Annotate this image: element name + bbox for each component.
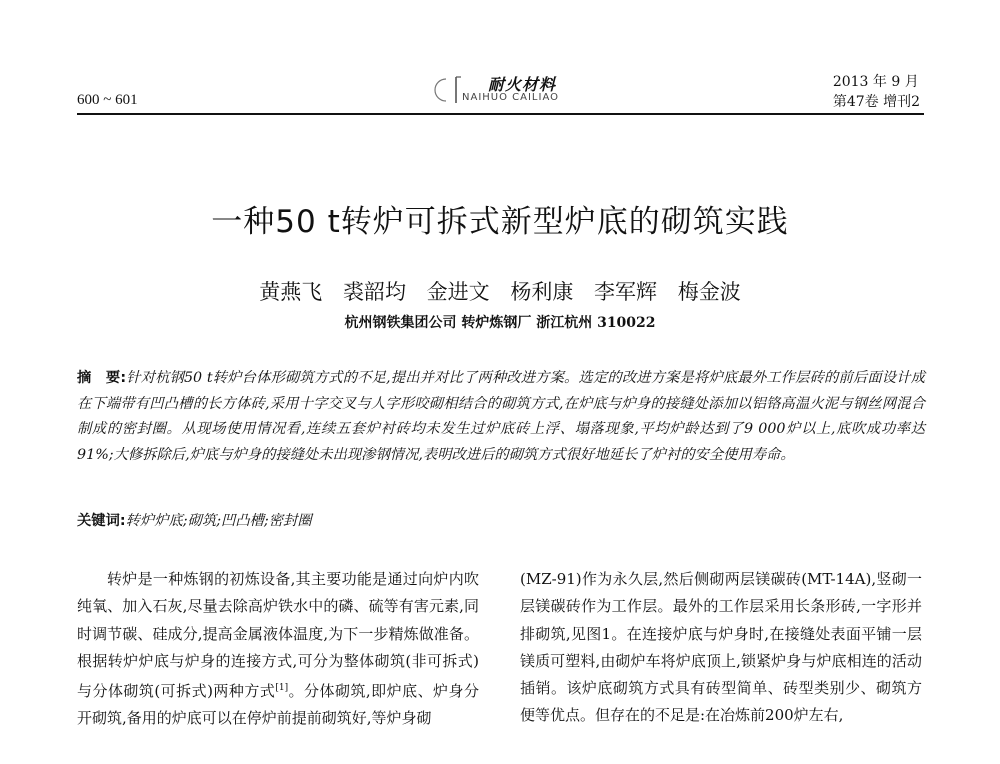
- issue-volume: 第47卷 增刊2: [832, 94, 920, 110]
- journal-name-en: NAIHUO CAILIAO: [462, 92, 559, 103]
- journal-name-cn: 耐火材料: [488, 75, 557, 94]
- citation-ref[interactable]: [1]: [275, 683, 289, 694]
- author: 裘韶均: [342, 280, 406, 304]
- issue-date: 2013 年 9 月: [832, 74, 919, 90]
- body-column-left: [77, 566, 479, 733]
- body-column-right: [520, 566, 922, 730]
- body-text: 转炉是一种炼钢的初炼设备,其主要功能是通过向炉内吹纯氧、加入石灰,尽量去除高炉铁水中的磷、硫等有害元素,同时调节碳、硅成分,提高金属液体温度,为下一步精炼做准备。根据转炉炉底与炉身的连接方式,可分为整体砌筑(非可拆式)与分体砌筑(可拆式)两种方式: [77, 570, 479, 701]
- author: 李军辉: [594, 280, 658, 304]
- abstract-text: 针对杭钢50 t转炉台体形砌筑方式的不足,提出并对比了两种改进方案。选定的改进方案是将炉底最外工作层砖的前后面设计成在下端带有凹凸槽的长方体砖,采用十字交叉与人字形咬砌相结合的砌筑方式,在炉底与炉身的接缝处添加以铝铬高温火泥与钢丝网混合制成的密封圈。从现场使用情况看,连续五套炉衬砖均未发生过炉底砖上浮、塌落现象,平均炉龄达到了9 000炉以上,底吹成功率达91%;大修拆除后,炉底与炉身的接缝处未出现渗钢情况,表明改进后的砌筑方式很好地延长了炉衬的安全使用寿命。: [77, 370, 925, 463]
- affiliation: 杭州钢铁集团公司 转炉炼钢厂 浙江杭州 310022: [344, 315, 656, 331]
- keywords: [77, 509, 925, 535]
- article-title: 一种50 t转炉可拆式新型炉底的砌筑实践: [211, 204, 789, 240]
- author: 杨利康: [510, 280, 574, 304]
- body-text: (MZ-91)作为永久层,然后侧砌两层镁碳砖(MT-14A),竖砌一层镁碳砖作为工作层。最外的工作层采用长条形砖,一字形并排砌筑,见图1。在连接炉底与炉身时,在接缝处表面平铺一层镁质可塑料,由砌炉车将炉底顶上,锁紧炉身与炉底相连的活动插销。该炉底砌筑方式具有砖型简单、砖型类别少、砌筑方便等优点。但存在的不足是:在冶炼前200炉左右,: [520, 570, 922, 725]
- journal-logo: [432, 70, 592, 110]
- header-rule: [77, 113, 924, 115]
- keywords-text: 转炉炉底;砌筑;凹凸槽;密封圈: [125, 513, 312, 529]
- keywords-label: 关键词:: [77, 513, 126, 529]
- issue-info: [833, 72, 920, 112]
- page-range: 600 ~ 601: [77, 92, 138, 108]
- body-text: 。分体砌筑,即炉底、炉身分开砌筑,备用的炉底可以在停炉前提前砌筑好,等炉身砌: [77, 682, 479, 728]
- author: 梅金波: [677, 280, 741, 304]
- author-list: [0, 276, 1000, 306]
- author: 黄燕飞: [259, 280, 323, 304]
- journal-emblem-icon: [432, 74, 466, 104]
- author: 金进文: [426, 280, 490, 304]
- abstract: [77, 366, 925, 468]
- abstract-label: 摘 要:: [77, 370, 127, 386]
